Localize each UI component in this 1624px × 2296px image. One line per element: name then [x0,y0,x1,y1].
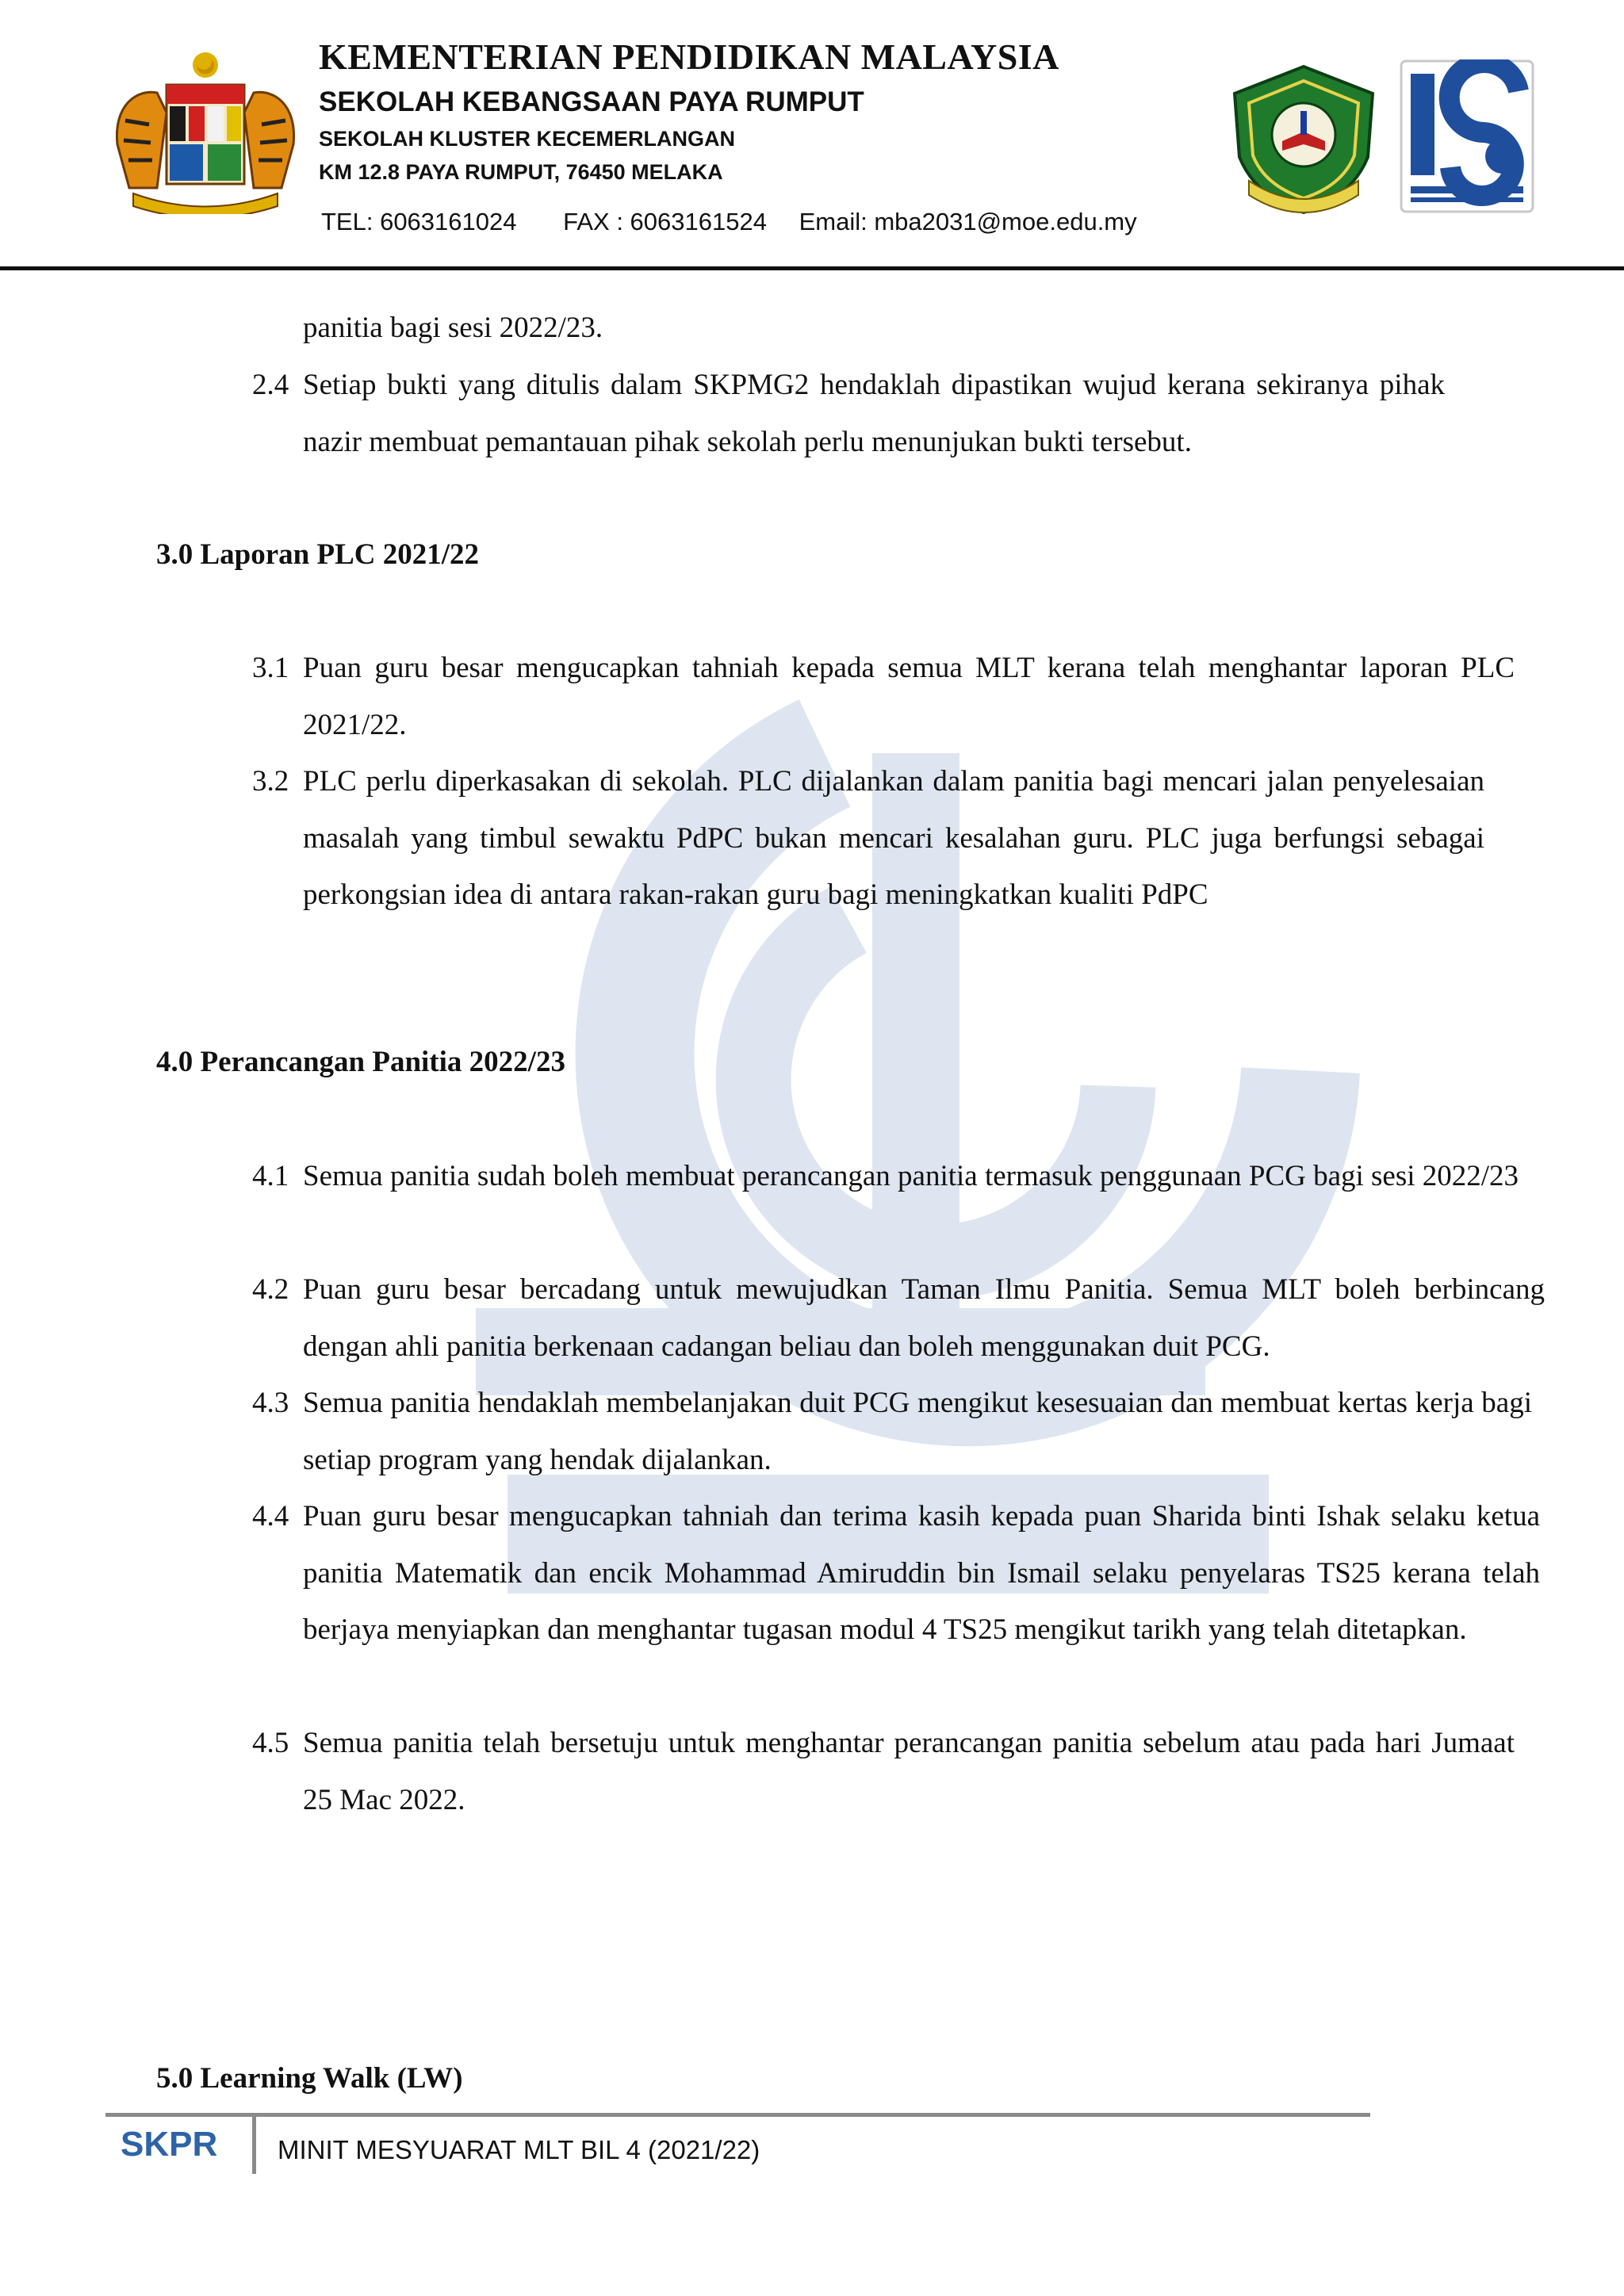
item-number-2-4: 2.4 [252,369,289,401]
item-text-4-2: Puan guru besar bercadang untuk mewujudkan Taman Ilmu Panitia. Semua MLT boleh berbincang dengan ahli panitia berkenaan cadangan beliau dan boleh menggunakan duit PCG. [303,1273,1545,1363]
footer-divider [105,2113,1370,2117]
school-address: KM 12.8 PAYA RUMPUT, 76450 MELAKA [319,160,723,184]
email-address: Email: mba2031@moe.edu.my [799,208,1137,235]
item-text-3-2: PLC perlu diperkasakan di sekolah. PLC dijalankan dalam panitia bagi mencari jalan penyelesaian masalah yang timbul sewaktu PdPC bukan mencari kesalahan guru. PLC juga berfungsi sebagai perkongsian idea di antara rakan-rakan guru bagi meningkatkan kualiti PdPC [303,765,1484,911]
school-name: SEKOLAH KEBANGSAAN PAYA RUMPUT [319,86,864,117]
item-text-4-5: Semua panitia telah bersetuju untuk menghantar perancangan panitia sebelum atau pada hari Jumaat 25 Mac 2022. [303,1727,1515,1816]
letterhead [319,32,1059,189]
coat-of-arms-icon [102,49,309,214]
section-heading-4: 4.0 Perancangan Panitia 2022/23 [156,1046,565,1078]
fax-number: FAX : 6063161524 [563,208,767,235]
item-text-4-1: Semua panitia sudah boleh membuat perancangan panitia termasuk penggunaan PCG bagi sesi 2022/23 [303,1160,1519,1192]
footer-separator [252,2115,256,2174]
footer-document-title: MINIT MESYUARAT MLT BIL 4 (2021/22) [278,2135,760,2164]
school-badge-icon [1225,62,1382,217]
item-number-4-1: 4.1 [252,1160,289,1192]
item-text-2-4: Setiap bukti yang ditulis dalam SKPMG2 hendaklah dipastikan wujud kerana sekiranya pihak nazir membuat pemantauan pihak sekolah perlu menunjukan bukti tersebut. [303,369,1445,458]
item-text-3-1: Puan guru besar mengucapkan tahniah kepada semua MLT kerana telah menghantar laporan PLC 2021/22. [303,652,1515,741]
school-cluster: SEKOLAH KLUSTER KECEMERLANGAN [319,127,736,151]
footer-brand: SKPR [121,2125,218,2164]
item-text-4-3: Semua panitia hendaklah membelanjakan duit PCG mengikut kesesuaian dan membuat kertas kerja bagi setiap program yang hendak dijalankan. [303,1387,1532,1476]
ts25-logo-icon [1400,59,1534,214]
telephone-number: TEL: 6063161024 [321,208,517,235]
header-divider [0,266,1624,270]
item-number-4-4: 4.4 [252,1500,289,1533]
item-number-3-2: 3.2 [252,765,289,798]
item-number-4-3: 4.3 [252,1387,289,1419]
section-heading-5: 5.0 Learning Walk (LW) [156,2062,463,2095]
ministry-name: KEMENTERIAN PENDIDIKAN MALAYSIA [319,36,1059,77]
contact-line [321,208,1177,236]
continued-text: panitia bagi sesi 2022/23. [303,312,603,344]
item-number-4-2: 4.2 [252,1273,289,1306]
item-text-4-4: Puan guru besar mengucapkan tahniah dan terima kasih kepada puan Sharida binti Ishak selaku ketua panitia Matematik dan encik Mohammad Amiruddin bin Ismail selaku penyelaras TS25 kerana telah berjaya menyiapkan dan menghantar tugasan modul 4 TS25 mengikut tarikh yang telah ditetapkan. [303,1500,1540,1646]
section-heading-3: 3.0 Laporan PLC 2021/22 [156,538,480,571]
item-number-3-1: 3.1 [252,652,289,684]
item-number-4-5: 4.5 [252,1727,289,1759]
